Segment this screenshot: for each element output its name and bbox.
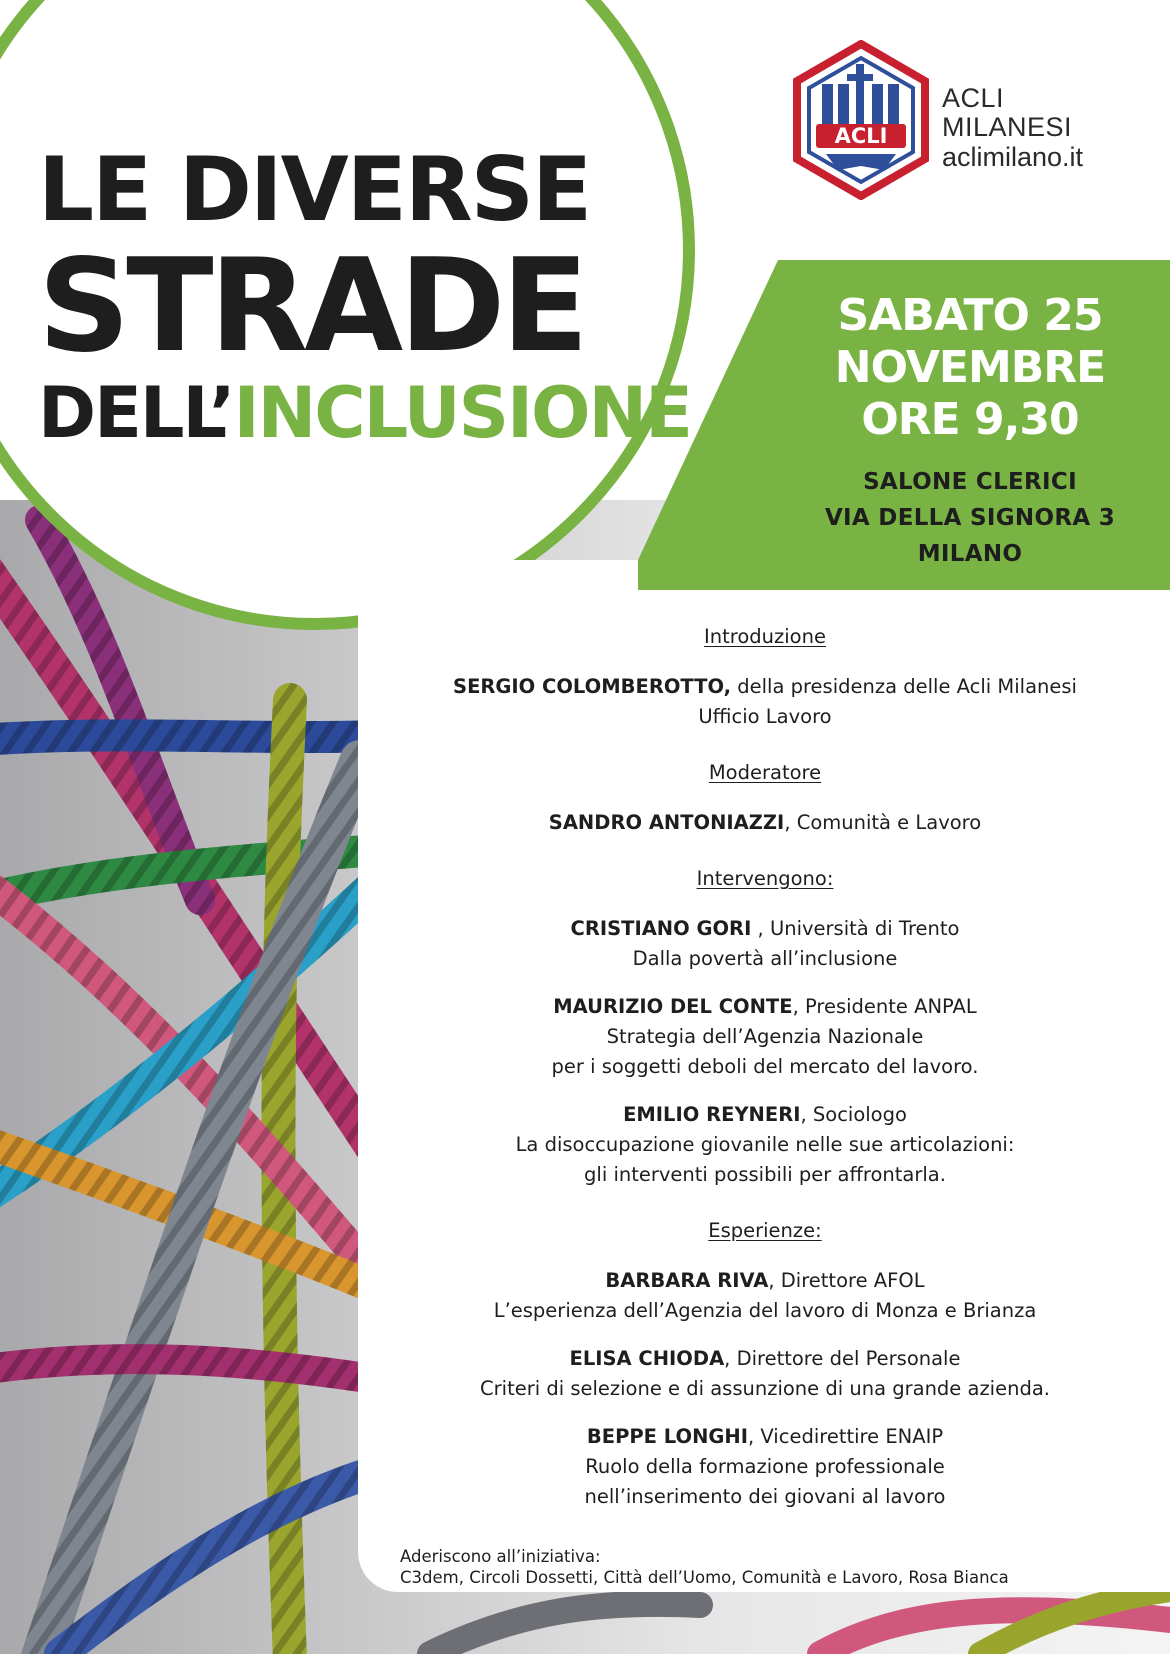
talk-title: La disoccupazione giovanile nelle sue articolazioni: <box>515 1133 1015 1156</box>
speaker-name: BEPPE LONGHI <box>586 1425 748 1448</box>
event-date-venue <box>770 290 1170 572</box>
adhesion-label: Aderiscono all’iniziativa: <box>400 1547 601 1566</box>
title-line-3 <box>38 372 691 454</box>
section-label-speakers: Intervengono: <box>696 867 834 890</box>
acli-hexagon-logo-icon <box>792 40 930 200</box>
title-line-2: STRADE <box>38 232 585 381</box>
logo-website-link[interactable]: aclimilano.it <box>942 142 1084 172</box>
section-label-moderator: Moderatore <box>708 761 822 784</box>
speaker-name: ELISA CHIODA <box>569 1347 725 1370</box>
event-date-line-2: NOVEMBRE <box>834 342 1106 393</box>
speaker-name: MAURIZIO DEL CONTE <box>553 995 793 1018</box>
experience-entry <box>380 1344 1150 1404</box>
talk-title: Strategia dell’Agenzia Nazionale <box>606 1025 924 1048</box>
speaker-name: BARBARA RIVA <box>605 1269 769 1292</box>
talk-title: Ruolo della formazione professionale <box>585 1455 945 1478</box>
speaker-role: , Presidente ANPAL <box>792 995 977 1018</box>
speaker-entry <box>380 914 1150 974</box>
speaker-detail: Ufficio Lavoro <box>698 705 832 728</box>
speaker-role: della presidenza delle Acli Milanesi <box>731 675 1077 698</box>
experience-entry <box>380 1422 1150 1512</box>
speaker-entry <box>380 1100 1150 1190</box>
event-time: ORE 9,30 <box>861 394 1079 445</box>
intro-entry <box>380 672 1150 732</box>
speaker-role: , Direttore del Personale <box>724 1347 961 1370</box>
talk-title: Criteri di selezione e di assunzione di una grande azienda. <box>480 1377 1050 1400</box>
venue-city: MILANO <box>917 541 1023 567</box>
talk-title-cont: gli interventi possibili per affrontarla. <box>584 1163 946 1186</box>
moderator-entry <box>380 808 1150 838</box>
talk-title-cont: nell’inserimento dei giovani al lavoro <box>584 1485 946 1508</box>
section-label-experiences: Esperienze: <box>708 1219 822 1242</box>
logo-text <box>942 84 1162 172</box>
experience-entry <box>380 1266 1150 1326</box>
title-line-1: LE DIVERSE <box>38 138 591 241</box>
logo-line-2: MILANESI <box>942 112 1073 142</box>
title-line-3-black: DELL’ <box>38 372 234 454</box>
adhesion-list: C3dem, Circoli Dossetti, Città dell’Uomo, Comunità e Lavoro, Rosa Bianca <box>400 1568 1009 1587</box>
section-label-intro: Introduzione <box>704 625 826 648</box>
program <box>380 622 1150 1530</box>
speaker-name: SERGIO COLOMBEROTTO, <box>453 675 732 698</box>
event-date-line-1: SABATO 25 <box>837 290 1103 341</box>
speaker-name: SANDRO ANTONIAZZI <box>548 811 785 834</box>
talk-title: L’esperienza dell’Agenzia del lavoro di Monza e Brianza <box>493 1299 1037 1322</box>
title-line-3-green: INCLUSIONE <box>233 372 691 454</box>
speaker-role: , Comunità e Lavoro <box>784 811 982 834</box>
venue-name: SALONE CLERICI <box>863 469 1077 495</box>
adhesion-note <box>400 1546 1160 1588</box>
speaker-role: , Vicedirettire ENAIP <box>748 1425 944 1448</box>
speaker-name: CRISTIANO GORI <box>570 917 752 940</box>
speaker-role: , Direttore AFOL <box>768 1269 925 1292</box>
speaker-role: , Università di Trento <box>751 917 960 940</box>
logo-badge-text: ACLI <box>834 124 888 148</box>
speaker-entry <box>380 992 1150 1082</box>
talk-title: Dalla povertà all’inclusione <box>632 947 898 970</box>
logo-line-1: ACLI <box>942 83 1005 113</box>
talk-title-cont: per i soggetti deboli del mercato del lavoro. <box>551 1055 979 1078</box>
venue-address: VIA DELLA SIGNORA 3 <box>824 505 1116 531</box>
speaker-role: , Sociologo <box>800 1103 907 1126</box>
speaker-name: EMILIO REYNERI <box>623 1103 801 1126</box>
